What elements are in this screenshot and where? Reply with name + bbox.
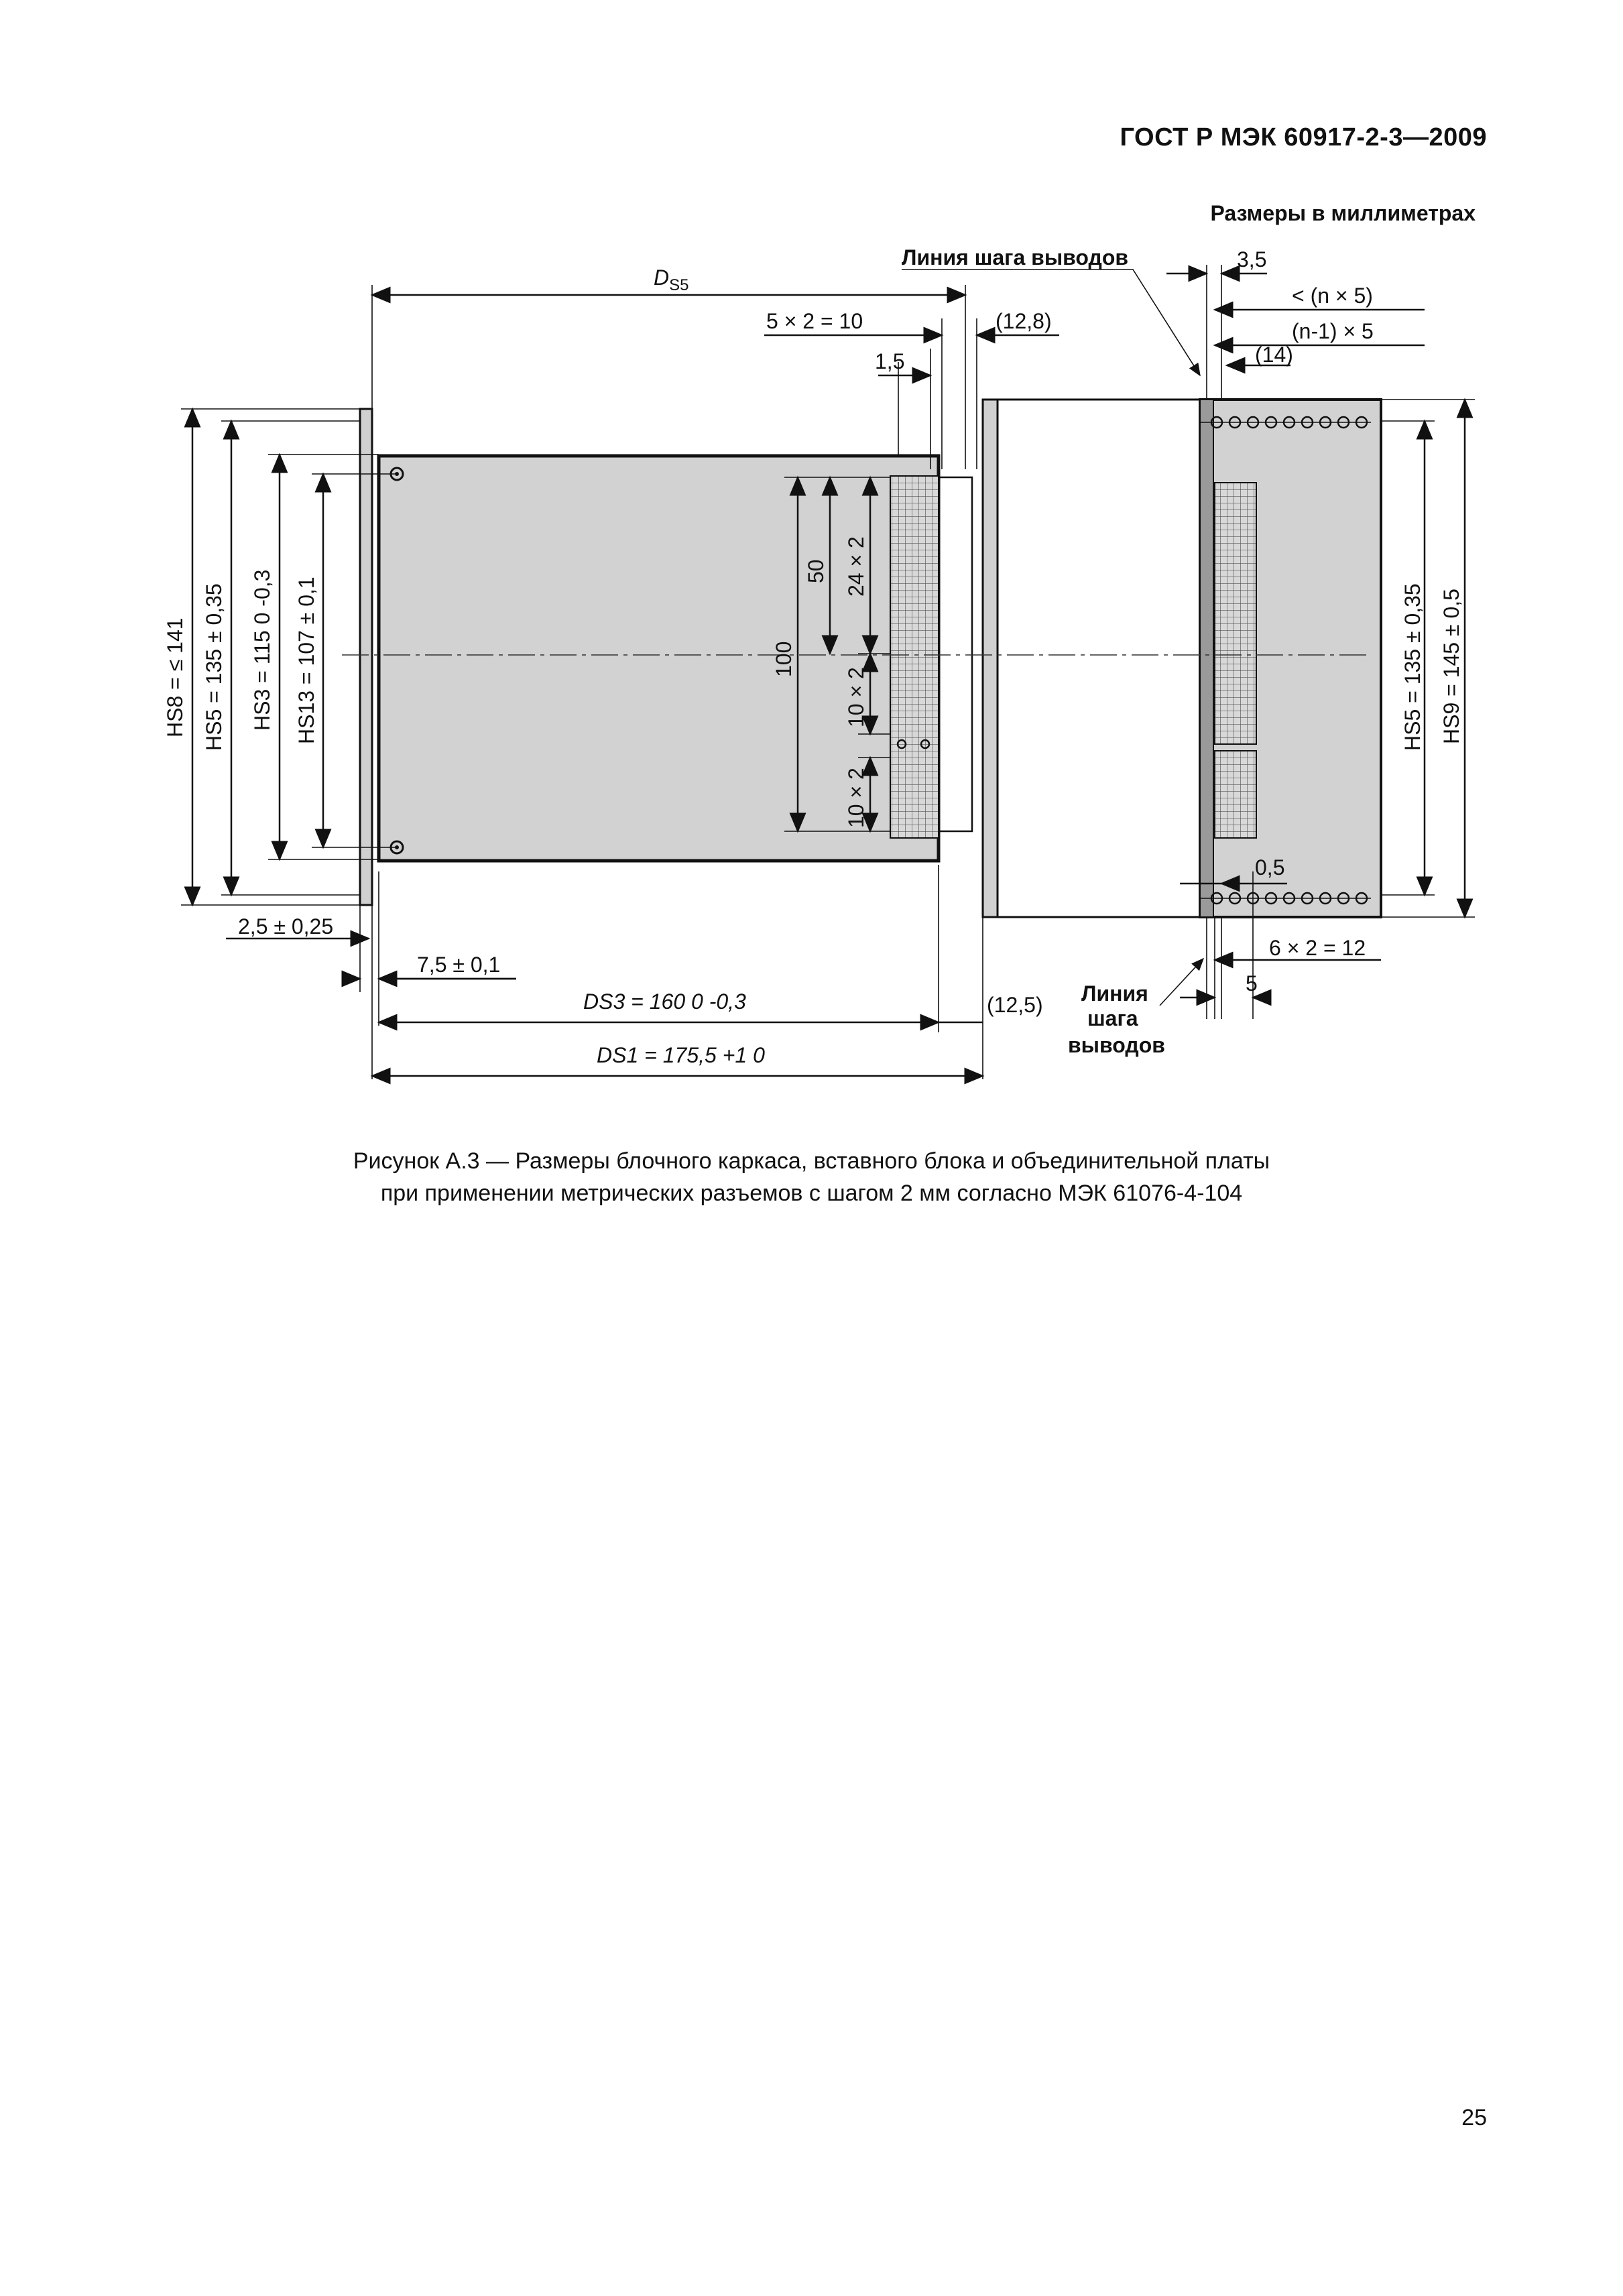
pitch-line-bottom-2: шага bbox=[1087, 1006, 1138, 1030]
caption-line-2: при применении метрических разъемов с шагом 2 мм согласно МЭК 61076-4-104 bbox=[380, 1181, 1243, 1206]
front-panel bbox=[360, 409, 372, 905]
dim-50-label: 50 bbox=[804, 559, 828, 583]
caption-line-1: Рисунок А.3 — Размеры блочного каркаса, вставного блока и объединительной платы bbox=[353, 1148, 1270, 1174]
page-number: 25 bbox=[1461, 2105, 1487, 2130]
dim-12-5-label: (12,5) bbox=[987, 993, 1043, 1017]
units-note: Размеры в миллиметрах bbox=[1210, 201, 1476, 225]
dim-3-5-label: 3,5 bbox=[1237, 247, 1267, 271]
dim-5-label: 5 bbox=[1246, 971, 1258, 995]
hs5-right-label: HS5 = 135 ± 0,35 bbox=[1400, 583, 1425, 751]
board-connector bbox=[890, 476, 939, 838]
document-header: ГОСТ Р МЭК 60917-2-3—2009 bbox=[1120, 123, 1487, 152]
hs8-label: HS8 = ≤ 141 bbox=[163, 617, 187, 737]
backplane-side bbox=[983, 400, 998, 917]
six-x-two-label: 6 × 2 = 12 bbox=[1269, 936, 1366, 960]
hs13-label: HS13 = 107 ± 0,1 bbox=[294, 577, 318, 744]
ds5-label: $D_{S5}$ bbox=[654, 265, 689, 294]
backplane-connector bbox=[1215, 483, 1256, 744]
hs3-label: HS3 = 115 0 -0,3 bbox=[250, 569, 274, 731]
dim-0-5-label: 0,5 bbox=[1255, 855, 1285, 880]
pitch-line-bottom-3: выводов bbox=[1068, 1033, 1165, 1057]
dim-1-5-label: 1,5 bbox=[875, 349, 905, 373]
pitch-line-top-label: Линия шага выводов bbox=[902, 245, 1129, 269]
dim-100-label: 100 bbox=[772, 641, 796, 677]
dim-7-5-label: 7,5 ± 0,1 bbox=[417, 953, 501, 977]
pitch-line-bottom-1: Линия bbox=[1081, 981, 1148, 1006]
hs5-left-label: HS5 = 135 ± 0,35 bbox=[202, 583, 226, 751]
n-minus-1-label: (n-1) × 5 bbox=[1292, 319, 1374, 343]
dim-12-8-label: (12,8) bbox=[996, 309, 1052, 333]
dim-14-label: (14) bbox=[1255, 343, 1293, 367]
five-x-two-label: 5 × 2 = 10 bbox=[766, 309, 863, 333]
technical-drawing bbox=[0, 0, 1623, 1126]
dim-24x2-label: 24 × 2 bbox=[844, 536, 868, 597]
dim-10x2-a-label: 10 × 2 bbox=[844, 667, 868, 727]
ds3-label: DS3 = 160 0 -0,3 bbox=[583, 989, 746, 1014]
ds1-label: DS1 = 175,5 +1 0 bbox=[597, 1043, 765, 1067]
hs9-label: HS9 = 145 ± 0,5 bbox=[1439, 589, 1463, 744]
dim-10x2-b-label: 10 × 2 bbox=[844, 768, 868, 828]
dim-2-5-label: 2,5 ± 0,25 bbox=[238, 914, 334, 939]
figure-caption bbox=[0, 1145, 1623, 1209]
n-x-5-label: < (n × 5) bbox=[1292, 284, 1373, 308]
